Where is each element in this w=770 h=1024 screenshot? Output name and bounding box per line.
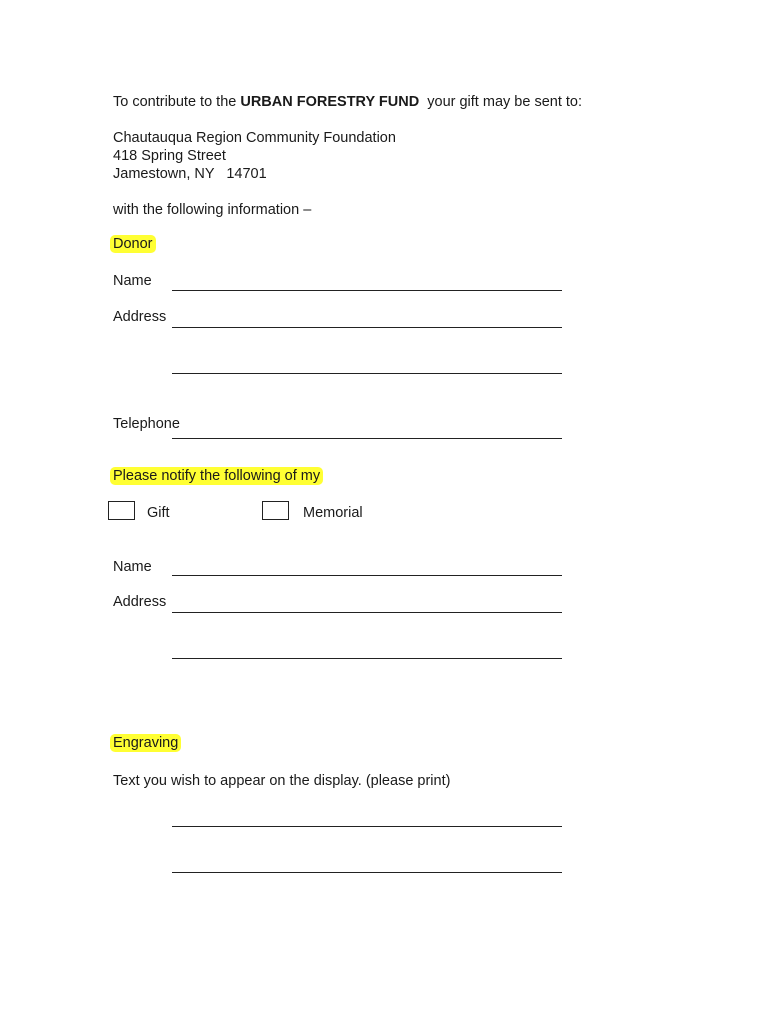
engraving-heading-text: Engraving: [110, 734, 181, 752]
notify-name-field[interactable]: [172, 575, 562, 576]
engraving-instruction: Text you wish to appear on the display. (please print): [113, 773, 451, 789]
notify-address-field-1[interactable]: [172, 612, 562, 613]
donor-address-field-1[interactable]: [172, 327, 562, 328]
info-line: with the following information –: [113, 202, 312, 218]
engraving-field-2[interactable]: [172, 872, 562, 873]
donor-address-field-2[interactable]: [172, 373, 562, 374]
intro-prefix: To contribute to the: [113, 94, 241, 110]
intro-line: [113, 94, 582, 110]
donor-heading: [110, 236, 156, 252]
notify-address-label: Address: [113, 594, 167, 610]
donor-heading-text: Donor: [110, 235, 156, 253]
gift-checkbox[interactable]: [108, 501, 135, 520]
foundation-street: 418 Spring Street: [113, 148, 226, 164]
donor-name-label: Name: [113, 273, 152, 289]
notify-address-field-2[interactable]: [172, 658, 562, 659]
gift-label: Gift: [147, 505, 170, 521]
donor-telephone-label: Telephone: [113, 416, 180, 432]
engraving-heading: [110, 735, 181, 751]
donor-telephone-field[interactable]: [172, 438, 562, 439]
fund-name: URBAN FORESTRY FUND: [240, 94, 420, 110]
engraving-field-1[interactable]: [172, 826, 562, 827]
intro-suffix: your gift may be sent to:: [419, 94, 583, 110]
notify-heading: [110, 468, 323, 484]
foundation-name: Chautauqua Region Community Foundation: [113, 130, 396, 146]
notify-heading-text: Please notify the following of my: [110, 467, 323, 485]
foundation-city: Jamestown, NY 14701: [113, 166, 267, 182]
memorial-label: Memorial: [303, 505, 363, 521]
donor-name-field[interactable]: [172, 290, 562, 291]
notify-name-label: Name: [113, 559, 152, 575]
donor-address-label: Address: [113, 309, 167, 325]
memorial-checkbox[interactable]: [262, 501, 289, 520]
